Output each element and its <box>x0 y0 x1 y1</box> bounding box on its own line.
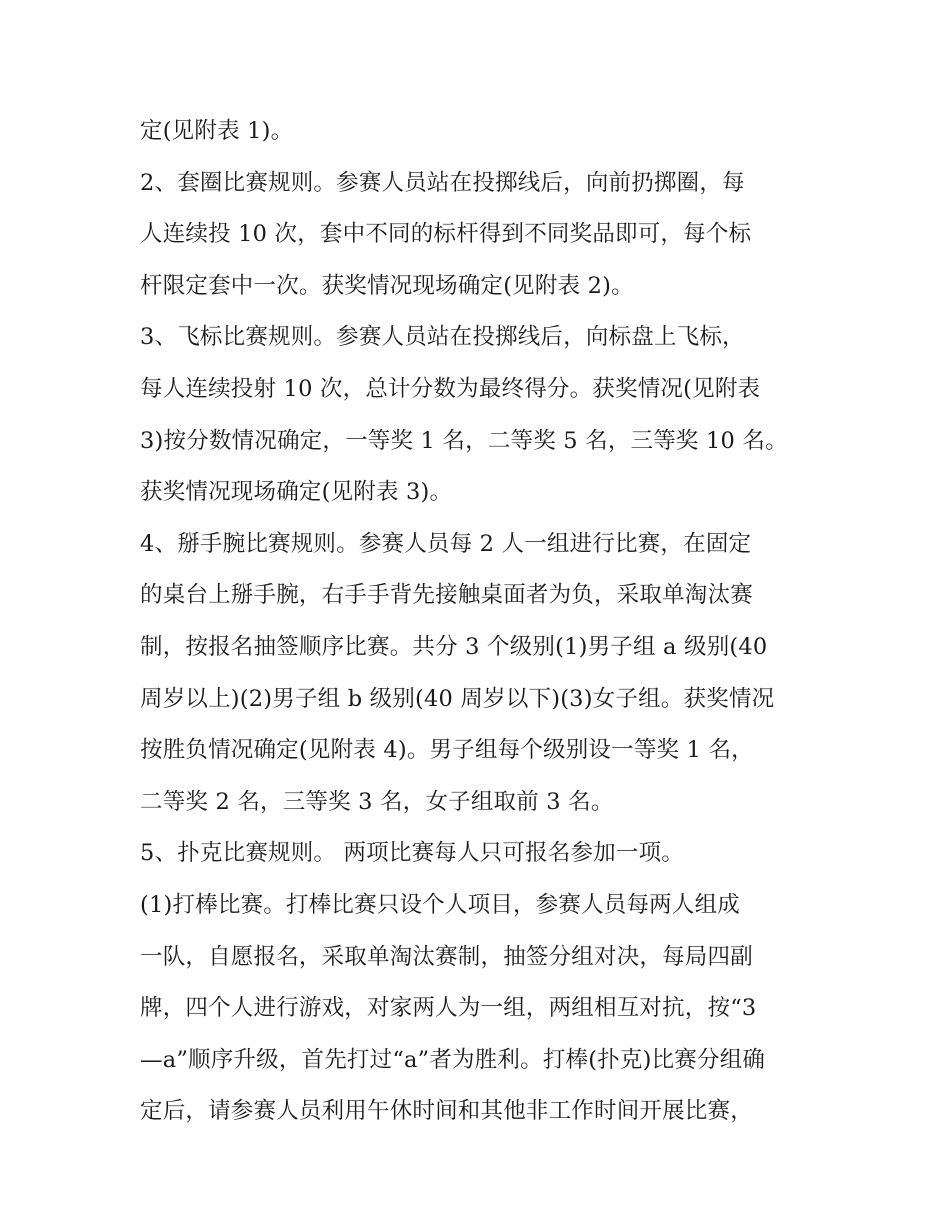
text-line: 每人连续投射 10 次，总计分数为最终得分。获奖情况(见附表 <box>140 375 761 402</box>
text-line: —a”顺序升级，首先打过“a”者为胜利。打棒(扑克)比赛分组确 <box>140 1046 766 1073</box>
text-line: 5、扑克比赛规则。 两项比赛每人只可报名参加一项。 <box>140 840 684 867</box>
document-body <box>140 106 820 1138</box>
text-line: 3、飞标比赛规则。参赛人员站在投掷线后，向标盘上飞标， <box>140 324 745 351</box>
text-line: 4、掰手腕比赛规则。参赛人员每 2 人一组进行比赛，在固定 <box>140 530 752 557</box>
text-line: 获奖情况现场确定(见附表 3)。 <box>140 479 453 506</box>
text-line: 定后，请参赛人员利用午休时间和其他非工作时间开展比赛， <box>140 1098 753 1125</box>
text-line: (1)打棒比赛。打棒比赛只设个人项目，参赛人员每两人组成 <box>140 891 740 918</box>
text-line: 定(见附表 1)。 <box>140 118 294 144</box>
text-line: 二等奖 2 名，三等奖 3 名，女子组取前 3 名。 <box>140 788 614 815</box>
text-line: 周岁以上)(2)男子组 b 级别(40 周岁以下)(3)女子组。获奖情况 <box>140 685 775 712</box>
text-line: 制，按报名抽签顺序比赛。共分 3 个级别(1)男子组 a 级别(40 <box>140 633 768 660</box>
text-line: 按胜负情况确定(见附表 4)。男子组每个级别设一等奖 1 名， <box>140 737 754 764</box>
text-line: 的桌台上掰手腕，右手手背先接触桌面者为负，采取单淘汰赛 <box>140 582 753 609</box>
text-line: 杆限定套中一次。获奖情况现场确定(见附表 2)。 <box>140 272 634 299</box>
text-line: 一队，自愿报名，采取单淘汰赛制，抽签分组对决，每局四副 <box>140 943 753 970</box>
text-line: 人连续投 10 次，套中不同的标杆得到不同奖品即可，每个标 <box>140 221 752 248</box>
text-line: 3)按分数情况确定，一等奖 1 名，二等奖 5 名，三等奖 10 名。 <box>140 427 788 454</box>
text-line: 牌，四个人进行游戏，对家两人为一组，两组相互对抗，按“3 <box>140 995 757 1022</box>
text-line: 2、套圈比赛规则。参赛人员站在投掷线后，向前扔掷圈，每 <box>140 169 745 196</box>
